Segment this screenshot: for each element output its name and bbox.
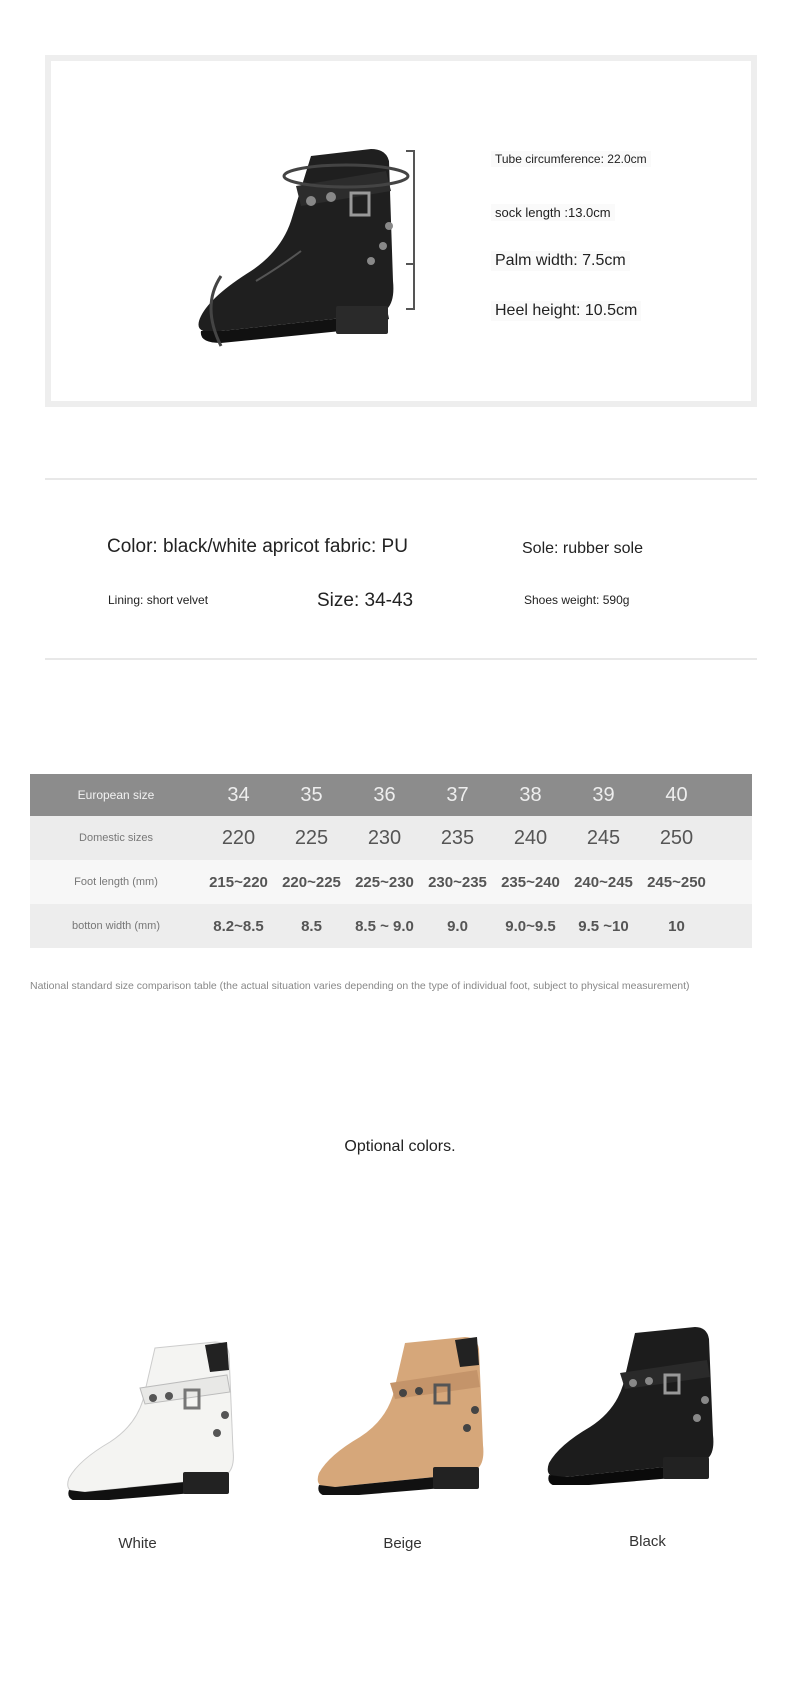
table-cell: 220 bbox=[221, 826, 256, 849]
palm-width: Palm width: 7.5cm bbox=[491, 251, 630, 271]
table-cell: 8.2~8.5 bbox=[213, 917, 264, 935]
table-row bbox=[30, 904, 752, 948]
table-cell: 9.0 bbox=[447, 917, 468, 935]
table-cell: 39 bbox=[592, 783, 615, 806]
heel-height: Heel height: 10.5cm bbox=[491, 301, 641, 321]
row-label: European size bbox=[77, 788, 155, 802]
variant-black[interactable] bbox=[535, 1315, 755, 1485]
size-table bbox=[30, 774, 752, 948]
measurement-frame bbox=[45, 55, 757, 407]
table-cell: 225~230 bbox=[355, 873, 414, 891]
table-cell: 34 bbox=[227, 783, 250, 806]
boot-image-black bbox=[535, 1315, 735, 1485]
table-cell: 8.5 bbox=[301, 917, 322, 935]
table-cell: 9.5 ~10 bbox=[578, 917, 629, 935]
table-cell: 235~240 bbox=[501, 873, 560, 891]
boot-image-white bbox=[55, 1330, 255, 1500]
row-label: Domestic sizes bbox=[79, 832, 153, 844]
table-row bbox=[30, 860, 752, 904]
table-cell: 220~225 bbox=[282, 873, 341, 891]
table-cell: 245 bbox=[586, 826, 621, 849]
table-cell: 35 bbox=[300, 783, 323, 806]
table-cell: 240~245 bbox=[574, 873, 633, 891]
table-cell: 225 bbox=[294, 826, 329, 849]
table-row bbox=[30, 816, 752, 860]
table-cell: 245~250 bbox=[647, 873, 706, 891]
table-cell: 250 bbox=[659, 826, 694, 849]
table-cell: 230 bbox=[367, 826, 402, 849]
table-cell: 36 bbox=[373, 783, 396, 806]
variant-label-white: White bbox=[118, 1535, 157, 1552]
table-cell: 40 bbox=[665, 783, 688, 806]
spec-color-fabric: Color: black/white apricot fabric: PU bbox=[107, 536, 408, 557]
sock-length: sock length :13.0cm bbox=[491, 204, 615, 221]
table-cell: 8.5 ~ 9.0 bbox=[355, 917, 414, 935]
tube-circumference: Tube circumference: 22.0cm bbox=[491, 151, 651, 167]
table-cell: 38 bbox=[519, 783, 542, 806]
variant-beige[interactable] bbox=[305, 1325, 525, 1495]
table-cell: 230~235 bbox=[428, 873, 487, 891]
row-label: botton width (mm) bbox=[71, 920, 161, 932]
divider-bottom bbox=[45, 658, 757, 660]
spec-weight: Shoes weight: 590g bbox=[524, 593, 630, 607]
table-cell: 215~220 bbox=[209, 873, 268, 891]
boot-image-beige bbox=[305, 1325, 505, 1495]
size-table-note: National standard size comparison table (the actual situation varies depending on the type of individual foot, subject to physical measurement) bbox=[30, 980, 690, 992]
variant-label-beige: Beige bbox=[383, 1535, 422, 1552]
table-cell: 235 bbox=[440, 826, 475, 849]
row-label: Foot length (mm) bbox=[74, 876, 158, 888]
spec-size: Size: 34-43 bbox=[317, 590, 414, 611]
table-cell: 37 bbox=[446, 783, 469, 806]
variant-label-black: Black bbox=[629, 1533, 666, 1550]
divider-top bbox=[45, 478, 757, 480]
table-cell: 240 bbox=[513, 826, 548, 849]
table-row bbox=[30, 774, 752, 816]
variant-white[interactable] bbox=[55, 1330, 275, 1500]
boot-measurement-illustration bbox=[161, 131, 441, 361]
table-cell: 10 bbox=[668, 917, 685, 935]
spec-lining: Lining: short velvet bbox=[108, 593, 209, 607]
spec-sole: Sole: rubber sole bbox=[522, 540, 643, 557]
measurement-panel bbox=[51, 61, 751, 401]
table-cell: 9.0~9.5 bbox=[505, 917, 556, 935]
optional-colors-title: Optional colors. bbox=[344, 1138, 456, 1155]
